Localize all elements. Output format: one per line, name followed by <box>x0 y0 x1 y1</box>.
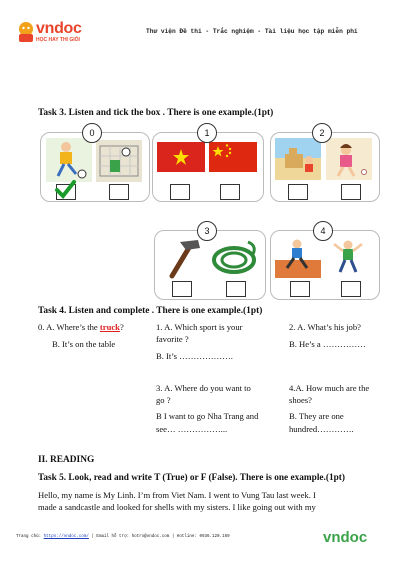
tick-box-4b[interactable] <box>341 281 361 297</box>
question-2-a: 2. A. What’s his job? <box>289 322 361 332</box>
tick-box-3b[interactable] <box>226 281 246 297</box>
question-1-a2: favorite ? <box>156 334 189 344</box>
sandcastle-picture <box>275 138 321 180</box>
question-3-a2: go ? <box>156 395 171 405</box>
question-3-b1: B I want to go Nha Trang and <box>156 411 259 421</box>
football-kid-picture <box>46 138 92 182</box>
footer-logo: vndoc <box>323 529 368 546</box>
task5-title: Task 5. Look, read and write T (True) or F (False). There is one example.(1pt) <box>38 473 345 483</box>
vietnam-flag-picture <box>157 142 205 172</box>
garden-hose-picture <box>208 238 260 278</box>
question-3-b2[interactable]: see… ……………... <box>156 424 228 434</box>
checkmark-icon <box>54 180 76 200</box>
tick-box-2a[interactable] <box>288 184 308 200</box>
card-number-1: 1 <box>197 123 217 143</box>
card-number-3: 3 <box>197 221 217 241</box>
reading-line-1: Hello, my name is My Linh. I’m from Viet Nam. I went to Vung Tau last week. I <box>38 490 316 500</box>
card-number-4: 4 <box>313 221 333 241</box>
footer-link[interactable]: https://vndoc.com/ <box>43 535 89 539</box>
question-1-a1: 1. A. Which sport is your <box>156 322 243 332</box>
running-boy-picture <box>275 238 321 278</box>
card-number-0: 0 <box>82 123 102 143</box>
question-0-b: B. It’s on the table <box>52 339 116 349</box>
header-tagline: Thư viện Đề thi - Trắc nghiệm - Tài liệu học tập miễn phí <box>146 28 358 35</box>
question-3-a1: 3. A. Where do you want to <box>156 383 251 393</box>
question-4-a1: 4.A. How much are the <box>289 383 370 393</box>
task4-title: Task 4. Listen and complete . There is one example.(1pt) <box>38 306 263 316</box>
hammer-picture <box>158 236 204 280</box>
example-answer: truck <box>99 322 120 332</box>
brand-mascot-icon <box>16 20 36 44</box>
tick-box-1a[interactable] <box>170 184 190 200</box>
reading-heading: II. READING <box>38 455 95 465</box>
goalkeeper-picture <box>96 140 142 182</box>
task3-title: Task 3. Listen and tick the box . There is one example.(1pt) <box>38 108 274 118</box>
question-4-b1: B. They are one <box>289 411 344 421</box>
card-number-2: 2 <box>312 123 332 143</box>
tick-box-0b[interactable] <box>109 184 129 200</box>
question-4-b2[interactable]: hundred…………. <box>289 424 354 434</box>
china-flag-picture <box>209 142 257 172</box>
tick-box-1b[interactable] <box>220 184 240 200</box>
tick-box-3a[interactable] <box>172 281 192 297</box>
tick-box-2b[interactable] <box>341 184 361 200</box>
reading-line-2: made a sandcastle and looked for shells with my sisters. I like going out with my <box>38 502 316 512</box>
question-2-b[interactable]: B. He’s a …………… <box>289 339 366 349</box>
jumping-boy-picture <box>326 238 372 278</box>
question-1-b[interactable]: B. It’s ………………. <box>156 351 233 361</box>
brand-logo: vndoc <box>36 20 82 37</box>
question-0-a: 0. A. Where’s the truck? <box>38 322 124 332</box>
question-4-a2: shoes? <box>289 395 312 405</box>
girl-collecting-shells-picture <box>326 138 372 180</box>
tick-box-4a[interactable] <box>290 281 310 297</box>
brand-slogan: HỌC HAY THI GIỎI <box>36 37 80 43</box>
footer-info: Trang chủ: https://vndoc.com/ | Email hỗ trợ: hotro@vndoc.com | Hotline: 0936.120.169 <box>16 535 230 539</box>
